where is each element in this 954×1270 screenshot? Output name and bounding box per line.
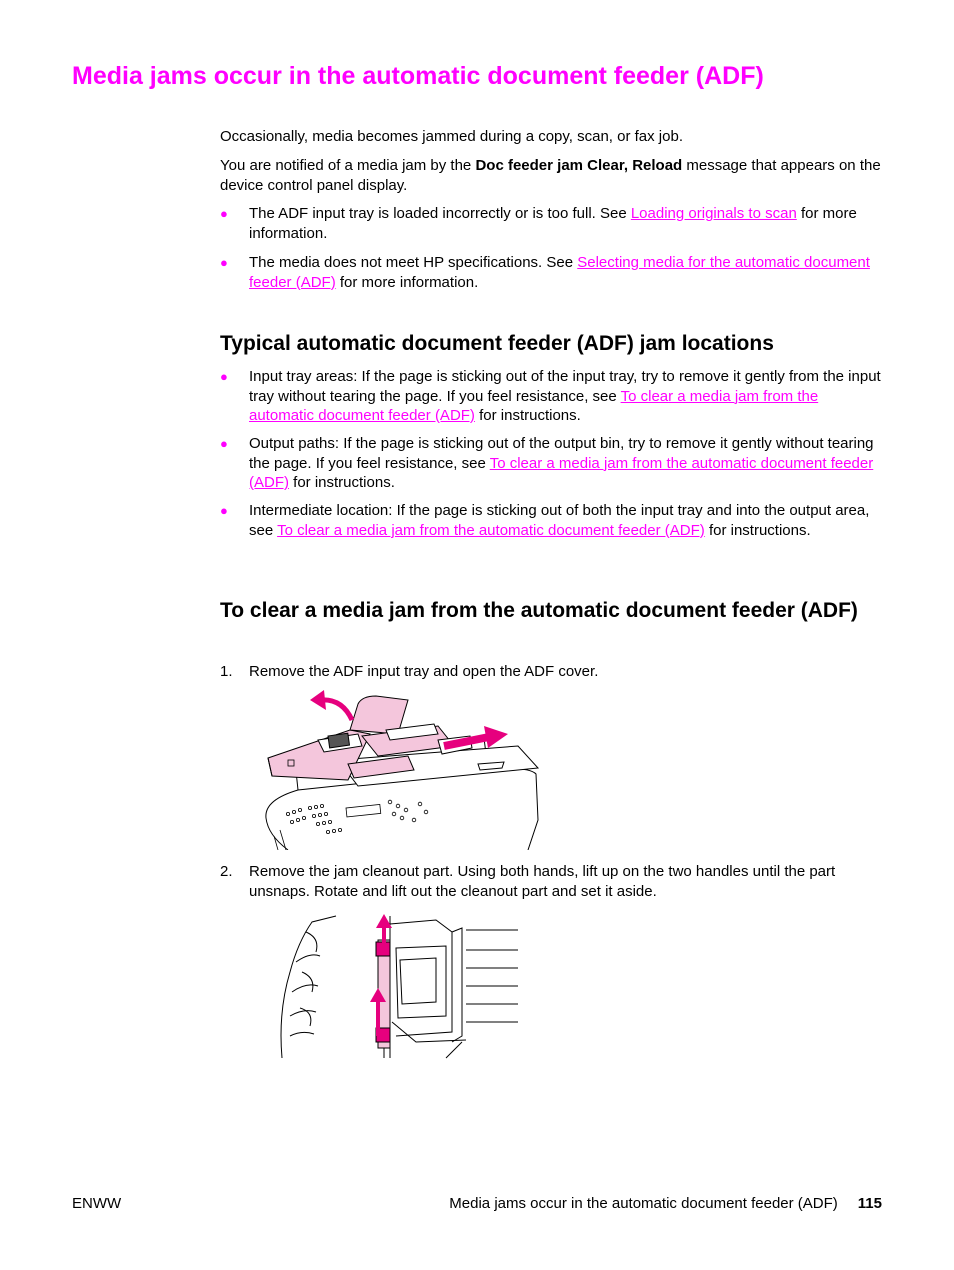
list-item-text: The media does not meet HP specifications. See: [249, 254, 578, 271]
step-text: Remove the ADF input tray and open the ADF cover.: [249, 663, 599, 680]
list-item: [220, 501, 885, 540]
list-item-text: for instructions.: [704, 521, 811, 539]
adf-printer-illustration: [258, 690, 542, 850]
list-item-text: for more information.: [249, 205, 857, 242]
bullet-dot-icon: ●: [220, 436, 228, 451]
section-heading-clear-jam: To clear a media jam from the automatic document feeder (ADF): [220, 599, 858, 622]
link-clear-media-jam[interactable]: To clear a media jam from the automatic document feeder (ADF): [249, 387, 819, 424]
section-heading-jam-locations: Typical automatic document feeder (ADF) jam locations: [220, 332, 774, 355]
bullet-dot-icon: ●: [220, 206, 228, 221]
footer-left: ENWW: [72, 1195, 122, 1212]
list-item: [220, 204, 885, 243]
link-clear-media-jam[interactable]: To clear a media jam from the automatic document feeder (ADF): [249, 454, 874, 491]
intro-message-bold: Doc feeder jam Clear, Reload: [475, 157, 683, 174]
intro-paragraph-2: [220, 156, 885, 196]
list-item-text: Input tray areas: If the page is sticking out of the input tray, try to remove it gently from the input tray without tearing the page. If you feel resistance, see: [249, 368, 881, 405]
step-item: [220, 662, 885, 682]
footer-section-title: Media jams occur in the automatic document feeder (ADF): [449, 1195, 838, 1212]
list-item: [220, 434, 885, 493]
bullet-dot-icon: ●: [220, 503, 228, 518]
page-title: Media jams occur in the automatic document feeder (ADF): [72, 62, 764, 90]
link-clear-media-jam[interactable]: To clear a media jam from the automatic document feeder (ADF): [277, 521, 705, 539]
cleanout-part-illustration: [276, 912, 522, 1062]
list-item-text: Intermediate location: If the page is sticking out of both the input tray and into the output area, see: [249, 502, 870, 539]
list-item: [220, 367, 885, 426]
link-selecting-media[interactable]: Selecting media for the automatic document feeder (ADF): [249, 254, 870, 291]
footer-right: [449, 1194, 882, 1214]
intro-text-before: You are notified of a media jam by the: [220, 157, 476, 174]
intro-paragraph-1: Occasionally, media becomes jammed during a copy, scan, or fax job.: [220, 128, 683, 145]
list-item-text: Output paths: If the page is sticking out of the output bin, try to remove it gently without tearing the page. If you feel resistance, see: [249, 435, 874, 472]
list-item: [220, 253, 885, 292]
list-item-text: The ADF input tray is loaded incorrectly or is too full. See: [249, 205, 631, 222]
link-loading-originals[interactable]: Loading originals to scan: [630, 205, 797, 222]
list-item-text: for more information.: [335, 273, 479, 291]
intro-text-after: message that appears on the device control panel display.: [220, 157, 881, 194]
step-number: 2.: [220, 863, 233, 880]
bullet-dot-icon: ●: [220, 369, 228, 384]
list-item-text: for instructions.: [289, 474, 395, 491]
bullet-dot-icon: ●: [220, 255, 228, 270]
step-number: 1.: [220, 663, 233, 680]
step-text: Remove the jam cleanout part. Using both hands, lift up on the two handles until the part unsnaps. Rotate and lift out the cleanout part and set it aside.: [249, 863, 836, 900]
step-item: [220, 862, 885, 901]
list-item-text: for instructions.: [474, 407, 581, 424]
page-number: 115: [857, 1195, 882, 1212]
